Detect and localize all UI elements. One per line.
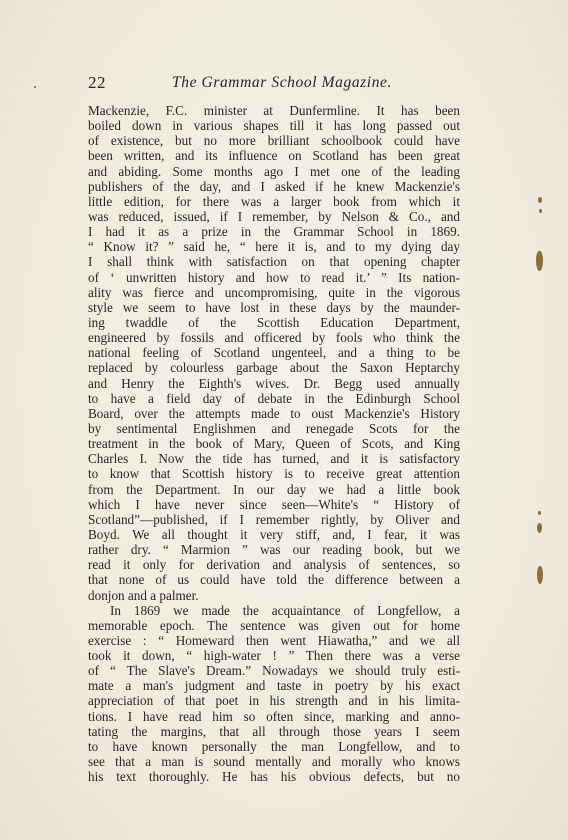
- margin-stain: [539, 209, 542, 213]
- margin-stain: [538, 197, 542, 203]
- text-line: boiled down in various shapes till it has long passed out: [88, 118, 460, 134]
- text-line: to have a field day of debate in the Edinburgh School: [88, 390, 460, 406]
- text-line: Boyd. We all thought it very stiff, and, I fear, it was: [88, 526, 460, 542]
- text-line: publishers of the day, and I asked if he knew Mackenzie's: [88, 178, 460, 194]
- margin-stain: [537, 566, 543, 584]
- text-line: Scotland”—published, if I remember rightly, by Oliver and: [88, 511, 460, 527]
- text-line: Charles I. Now the tide has turned, and it is satisfactory: [88, 451, 460, 467]
- text-line: his text thoroughly. He has his obvious defects, but no: [88, 769, 460, 785]
- text-line: see that a man is sound mentally and morally who knows: [88, 754, 460, 770]
- text-line: of ‘ unwritten history and how to read it.’ ” Its nation-: [88, 269, 460, 285]
- text-line: I shall think with satisfaction on that opening chapter: [88, 254, 460, 270]
- body-text: [88, 103, 460, 784]
- text-line: and Henry the Eighth's wives. Dr. Begg used annually: [88, 375, 460, 391]
- text-line: mate a man's judgment and taste in poetry by his exact: [88, 678, 460, 694]
- text-line: ing twaddle of the Scottish Education Department,: [88, 314, 460, 330]
- margin-stain: [538, 511, 541, 515]
- margin-stain: [537, 523, 542, 533]
- page-header: [88, 73, 460, 93]
- text-line: to know that Scottish history is to receive great attention: [88, 466, 460, 482]
- text-line: national feeling of Scotland ungenteel, and a thing to be: [88, 345, 460, 361]
- text-line: little edition, for there was a larger book from which it: [88, 193, 460, 209]
- text-line: read it only for derivation and analysis of sentences, so: [88, 557, 460, 573]
- text-line: was reduced, issued, if I remember, by Nelson & Co., and: [88, 208, 460, 224]
- text-line: rather dry. “ Marmion ” was our reading book, but we: [88, 542, 460, 558]
- text-line: of “ The Slave's Dream.” Nowadays we should truly esti-: [88, 663, 460, 679]
- page-number: 22: [88, 73, 106, 92]
- margin-speck: [34, 86, 36, 88]
- text-line: donjon and a palmer.: [88, 587, 199, 603]
- text-line: “ Know it? ” said he, “ here it is, and to my dying day: [88, 239, 460, 255]
- text-line: took it down, “ high-water ! ” Then there was a verse: [88, 648, 460, 664]
- text-line: by sentimental Englishmen and renegade Scots for the: [88, 420, 460, 436]
- text-line: memorable epoch. The sentence was given out for home: [88, 617, 460, 633]
- text-line: Mackenzie, F.C. minister at Dunfermline. It has been: [88, 103, 460, 118]
- text-line: engineered by fossils and officered by fools who think the: [88, 330, 460, 346]
- running-title: The Grammar School Magazine.: [172, 74, 393, 91]
- text-line: which I have never since seen—White's “ History of: [88, 496, 460, 512]
- text-line: In 1869 we made the acquaintance of Longfellow, a: [110, 602, 460, 618]
- text-line: and abiding. Some months ago I met one of the leading: [88, 163, 460, 179]
- text-line: replaced by colourless garbage about the Saxon Heptarchy: [88, 360, 460, 376]
- text-line: appreciation of that poet in his strength and in his limita-: [88, 693, 460, 709]
- text-line: style we seem to have lost in these days by the maunder-: [88, 299, 460, 315]
- margin-stain: [536, 251, 543, 271]
- text-line: from the Department. In our day we had a little book: [88, 481, 460, 497]
- text-line: that none of us could have told the difference between a: [88, 572, 460, 588]
- text-line: to have known personally the man Longfellow, and to: [88, 738, 460, 754]
- text-line: tating the margins, that all through those years I seem: [88, 723, 460, 739]
- text-line: treatment in the book of Mary, Queen of Scots, and King: [88, 436, 460, 452]
- text-line: been written, and its influence on Scotland has been great: [88, 148, 460, 164]
- text-line: Board, over the attempts made to oust Mackenzie's History: [88, 405, 460, 421]
- text-line: of existence, but no more brilliant schoolbook could have: [88, 133, 460, 149]
- text-line: I had it as a prize in the Grammar School in 1869.: [88, 224, 460, 240]
- text-line: exercise : “ Homeward then went Hiawatha,” and we all: [88, 632, 460, 648]
- text-line: ality was fierce and uncompromising, quite in the vigorous: [88, 284, 460, 300]
- text-line: tions. I have read him so often since, marking and anno-: [88, 708, 460, 724]
